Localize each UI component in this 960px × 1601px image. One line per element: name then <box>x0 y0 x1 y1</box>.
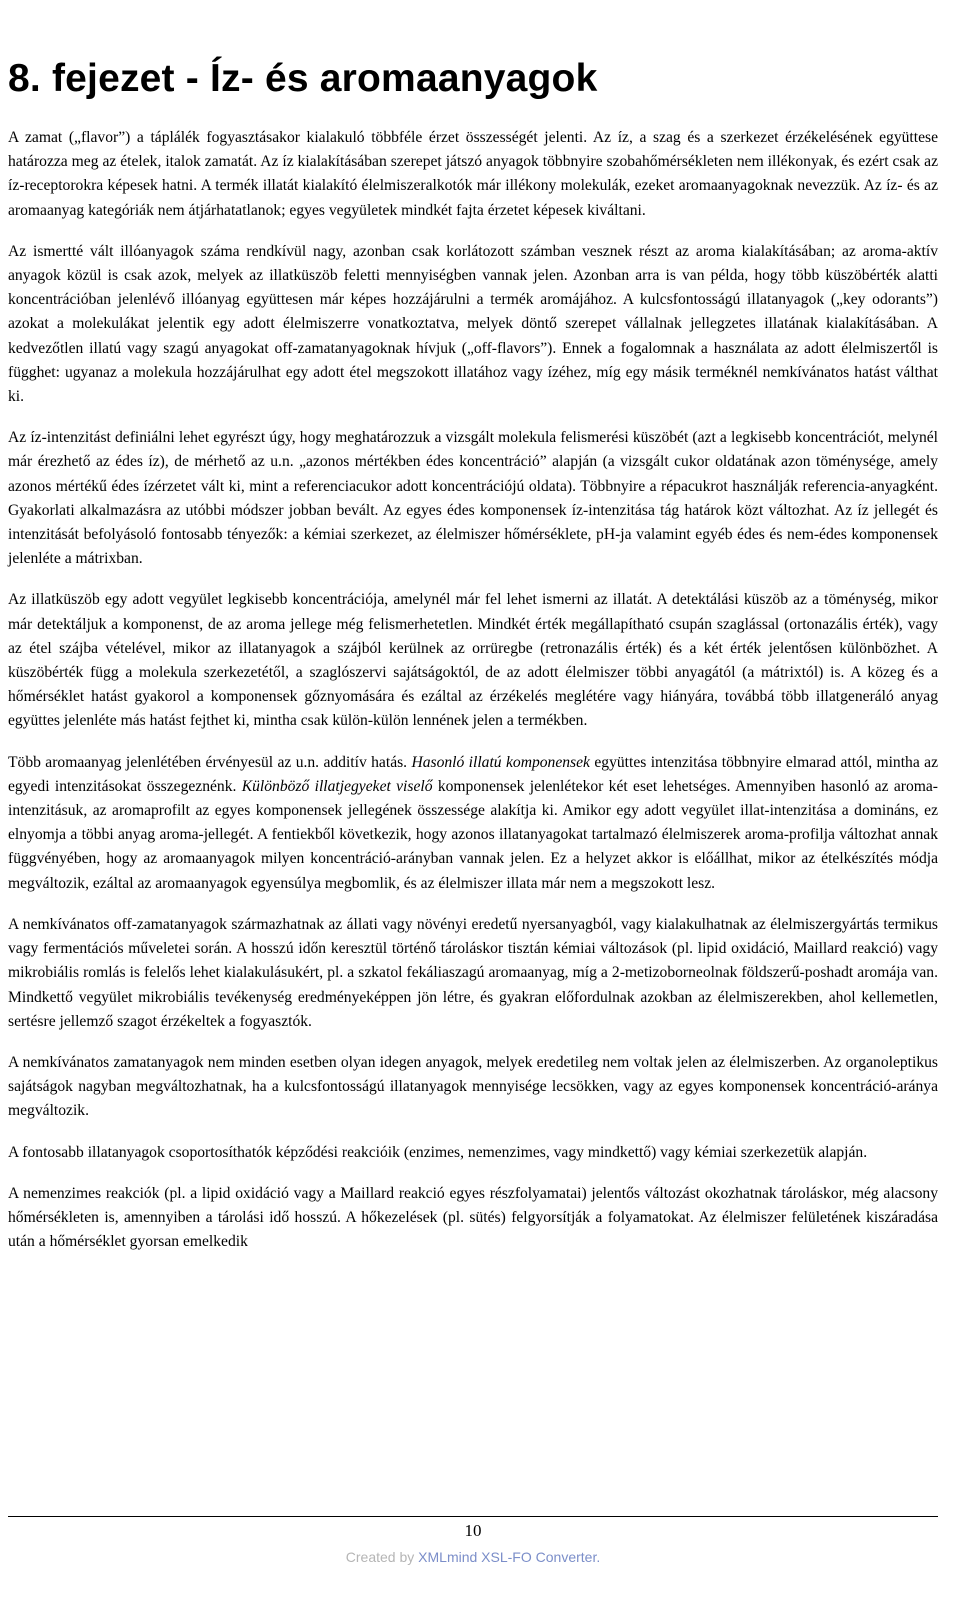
paragraph <box>8 913 938 1034</box>
paragraph-text: Az illatküszöb egy adott vegyület legkisebb koncentrációja, amelynél már fel lehet ismerni az illatát. A detektálási küszöb az a töménység, mikor már detektáljuk a komponenst, de az aroma jellege még felismerhetetlen. Mindkét érték megállapítható csupán szaglással (ortonazális érték), vagy az étel szájba vételével, mikor az illatanyagok a szájból kerülnek az orrüregbe (retronazális érték) és a két érték jelentősen különbözhet. A küszöbérték függ a molekula szerkezetétől, a szaglószervi sajátságoktól, de az adott élelmiszer többi anyagától (a mátrixtól) is. A közeg és a hőmérséklet hatást gyakorol a komponensek gőznyomására és ezáltal az érzékelés meglétére vagy hiányára, továbbá több illatgeneráló anyag együttes jelenléte más hatást fejthet ki, mintha csak külön-külön lennének jelen a termékben. <box>8 591 938 730</box>
paragraph-text: Több aromaanyag jelenlétében érvényesül az u.n. additív hatás. <box>8 753 412 771</box>
emphasized-term: Különböző illatjegyeket viselő <box>241 777 433 795</box>
page-number: 10 <box>464 1521 482 1540</box>
paragraph-text: komponensek jelenlétekor két eset lehetséges. Amennyiben hasonló az aroma-intenzitásuk, az aromaprofilt az egyes komponensek jellegének összessége alakítja ki. Amikor egy adott vegyület illat-intenzitása a domináns, ez elnyomja a többi anyag aroma-jellegét. A fentiekből következik, hogy azonos illatanyagokat tartalmazó élelmiszerek aroma-profilja változhat annak függvényében, hogy az aromaanyagok milyen koncentráció-arányban vannak jelen. Ez a helyzet akkor is előállhat, mikor az ételkészítés módja megváltozik, ezáltal az aromaanyagok egyensúlya megbomlik, és az élelmiszer illata már nem a megszokott lesz. <box>8 777 938 892</box>
document-page <box>8 0 938 1271</box>
paragraph <box>8 1141 938 1165</box>
paragraph <box>8 426 938 571</box>
converter-credit <box>0 1549 946 1565</box>
converter-link[interactable]: XMLmind XSL-FO Converter. <box>418 1549 601 1565</box>
paragraph-text: A nemkívánatos off-zamatanyagok származhatnak az állati vagy növényi eredetű nyersanyagból, vagy kialakulhatnak az élelmiszergyártás termikus vagy fermentációs műveletei során. A hosszú időn keresztül történő tároláskor tisztán kémiai változások (pl. lipid oxidáció, Maillard reakció) vagy mikrobiális romlás is felelős lehet kialakulásukért, pl. a szkatol fekáliaszagú aromaanyag, míg a 2-metizoborneolnak földszerű-poshadt aromája van. Mindkettő vegyület mikrobiális tevékenység eredményeképpen jön létre, és gyakran előfordulnak azokban az élelmiszerekben, ahol kellemetlen, sertésre jellemző szagot érzékeltek a fogyasztók. <box>8 915 938 1030</box>
paragraph <box>8 751 938 896</box>
paragraph-text: A nemkívánatos zamatanyagok nem minden esetben olyan idegen anyagok, melyek eredetileg nem voltak jelen az élelmiszerben. Az organoleptikus sajátságok nagyban megváltozhatnak, ha a kulcsfontosságú illatanyagok mennyisége lecsökken, vagy az egyes komponensek koncentráció-aránya megváltozik. <box>8 1053 938 1120</box>
paragraph <box>8 1182 938 1255</box>
paragraph-text: A fontosabb illatanyagok csoportosíthatók képződési reakcióik (enzimes, nemenzimes, vagy mindkettő) vagy kémiai szerkezetük alapján. <box>8 1143 868 1161</box>
body-text <box>8 126 938 1254</box>
paragraph <box>8 1051 938 1124</box>
paragraph-text: A nemenzimes reakciók (pl. a lipid oxidáció vagy a Maillard reakció egyes részfolyamatai) jelentős változást okozhatnak tároláskor, még alacsony hőmérsékleten is, amennyiben a tárolási idő hosszú. A hőkezelések (pl. sütés) felgyorsítják a folyamatokat. Az élelmiszer felületének kiszáradása után a hőmérséklet gyorsan emelkedik <box>8 1184 938 1251</box>
paragraph-text: együttes intenzitása többnyire elmarad attól, mintha az egyedi intenzitásokat összegeznénk. <box>8 753 938 795</box>
paragraph <box>8 126 938 223</box>
footer-divider <box>8 1516 938 1517</box>
paragraph-text: Az ismertté vált illóanyagok száma rendkívül nagy, azonban csak korlátozott számban vesznek részt az aroma kialakításában; az aroma-aktív anyagok közül is csak azok, melyek az illatküszöb feletti mennyiségben vannak jelen. Azonban arra is van példa, hogy több küszöbérték alatti koncentrációban jelenlévő illóanyag együttesen már képes hozzájárulni a termék aromájához. A kulcsfontosságú illatanyagok („key odorants”) azokat a molekulákat jelentik egy adott élelmiszerre vonatkoztatva, melyek döntő szerepet vállalnak jellegzetes illatának kialakításában. A kedvezőtlen illatú vagy szagú anyagokat off-zamatanyagoknak hívjuk („off-flavors”). Ennek a fogalomnak a használata az adott élelmiszertől is függhet: ugyanaz a molekula hozzájárulhat egy adott étel megszokott illatához vagy ízéhez, míg egy másik terméknél nemkívánatos hatást válthat ki. <box>8 242 938 406</box>
paragraph-text: Az íz-intenzitást definiálni lehet egyrészt úgy, hogy meghatározzuk a vizsgált molekula felismerési küszöbét (azt a legkisebb koncentrációt, melynél már érezhető az édes íz), de mérhető az u.n. „azonos mértékben édes koncentráció” alapján (a vizsgált cukor oldatának azon töménysége, amely azonos mértékű édes ízérzetet vált ki, mint a referenciacukor adott koncentrációjú oldata). Többnyire a répacukrot használják referencia-anyagként. Gyakorlati alkalmazásra az utóbbi módszer jobban bevált. Az egyes édes komponensek íz-intenzitása tág határok közt változhat. Az íz jellegét és intenzitását befolyásoló fontosabb tényezők: a kémiai szerkezet, az élelmiszer hőmérséklete, pH-ja valamint egyéb édes és nem-édes komponensek jelenléte a mátrixban. <box>8 429 938 568</box>
credit-prefix: Created by <box>345 1549 419 1565</box>
paragraph <box>8 588 938 733</box>
paragraph <box>8 240 938 409</box>
emphasized-term: Hasonló illatú komponensek <box>411 753 590 771</box>
paragraph-text: A zamat („flavor”) a táplálék fogyasztásakor kialakuló többféle érzet összességét jelenti. Az íz, a szag és a szerkezet érzékelésének együttese határozza meg az ételek, italok zamatát. Az íz kialakításában szerepet játszó anyagok többnyire szobahőmérsékleten nem illékonyak, és ezért csak az íz-receptorokra képesek hatni. A termék illatát kialakító élelmiszeralkotók már illékony molekulák, ezeket aromaanyagoknak nevezzük. Az íz- és az aromaanyag kategóriák nem átjárhatatlanok; egyes vegyületek mindkét fajta érzetet képesek kiváltani. <box>8 129 938 219</box>
chapter-title: 8. fejezet - Íz- és aromaanyagok <box>8 57 598 100</box>
